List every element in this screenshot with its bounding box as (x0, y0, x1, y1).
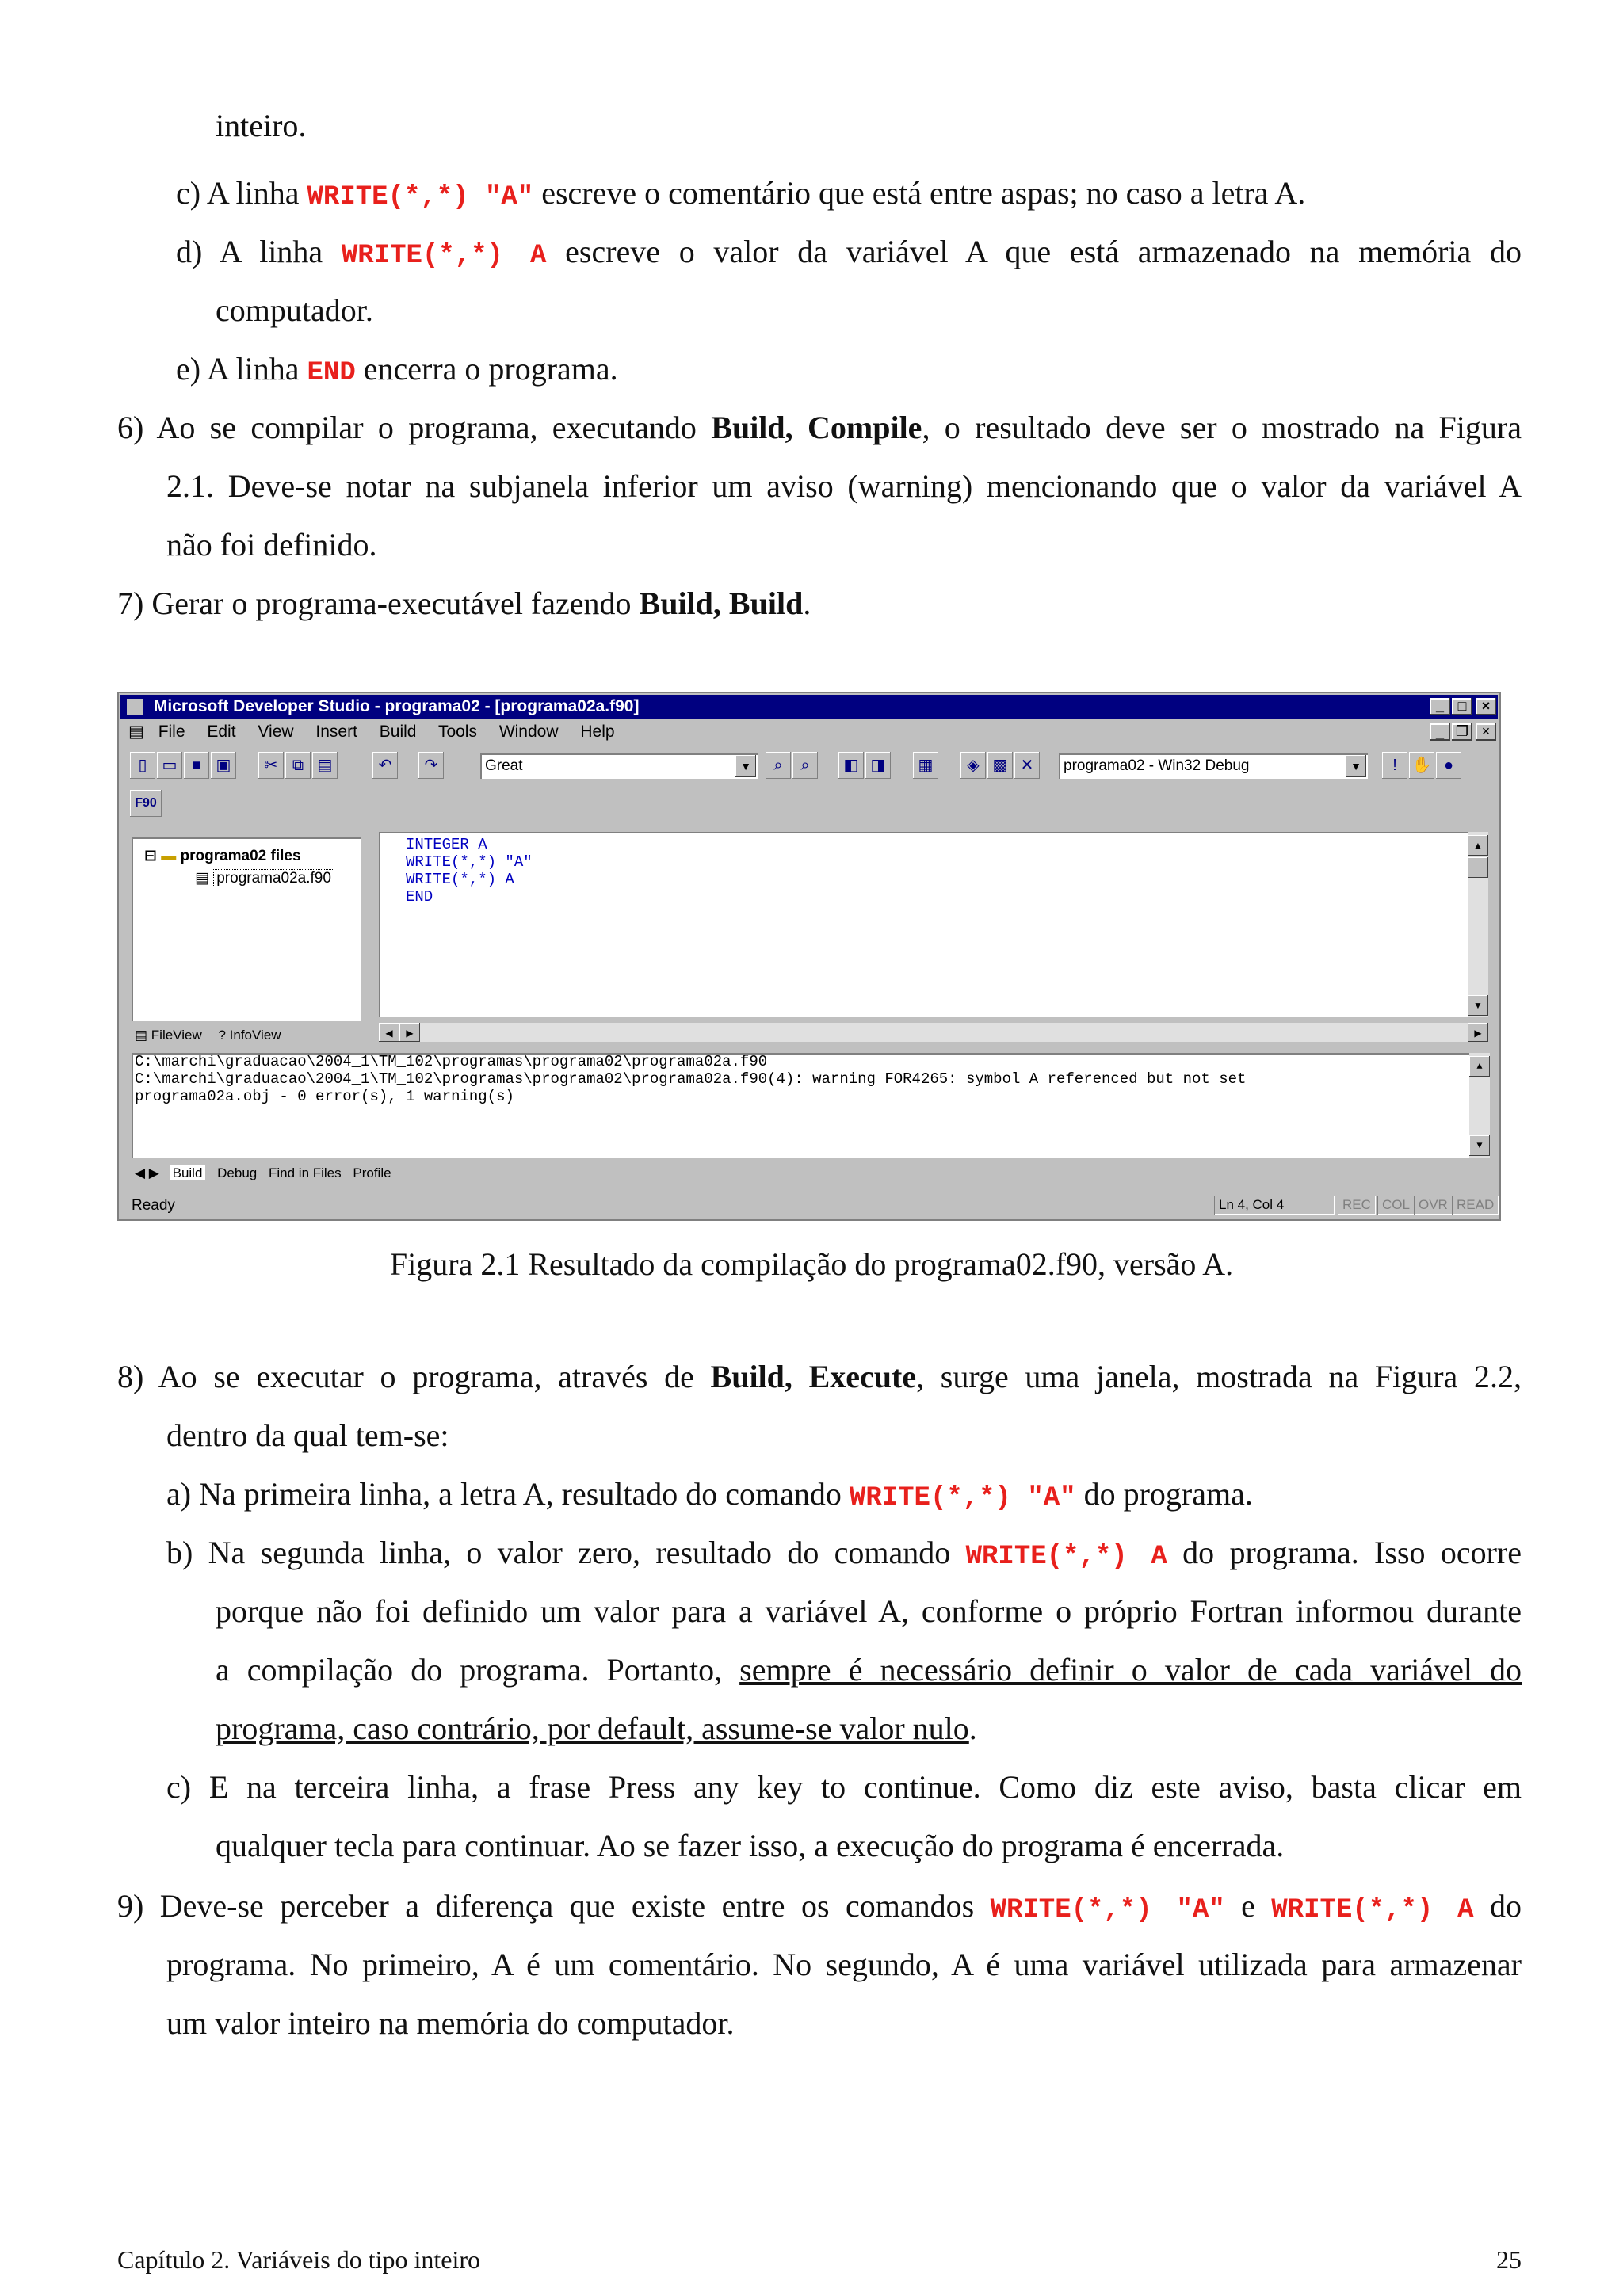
item-a: a) Na primeira linha, a letra A, resultado do comando WRITE(*,*) "A" do programa. (166, 1476, 1253, 1513)
editor-hscroll[interactable] (379, 1023, 1488, 1042)
folder-icon: ▬ (161, 848, 177, 864)
footer-page-number: 25 (1496, 2245, 1522, 2274)
window-list-icon[interactable]: ▦ (913, 752, 938, 779)
config-combo[interactable]: programa02 - Win32 Debug ▼ (1059, 753, 1368, 779)
item-d: d) A linha WRITE(*,*) A escreve o valor da variável A que está armazenado na memória do (176, 234, 1522, 271)
code-end: END (307, 358, 356, 388)
workspace-tabs (135, 1028, 281, 1043)
code-line: WRITE(*,*) "A" (406, 853, 533, 871)
execute-icon[interactable]: ! (1382, 752, 1407, 779)
doc-icon: ▤ (128, 723, 144, 741)
paste-icon[interactable]: ▤ (312, 752, 338, 779)
file-icon: ▤ (195, 870, 209, 887)
tab-debug[interactable]: Debug (217, 1165, 258, 1180)
editor-scrollbar[interactable] (1468, 832, 1488, 1017)
output-line: C:\marchi\graduacao\2004_1\TM_102\programas\programa02\programa02a.f90(4): warning FOR4265: symbol A referenced but not set (135, 1070, 1247, 1088)
status-col: COL (1377, 1196, 1415, 1215)
find-combo[interactable]: Great ▼ (480, 753, 758, 779)
tab-find-in-files[interactable]: Find in Files (269, 1165, 342, 1180)
code-write-string: WRITE(*,*) "A" (307, 182, 534, 212)
scroll-right-icon[interactable]: ▶ (399, 1023, 420, 1042)
scroll-left-icon[interactable]: ◀ (379, 1023, 399, 1042)
output-tabs (135, 1165, 391, 1181)
menu-help[interactable]: Help (580, 723, 615, 741)
window-title-bar (120, 695, 1498, 719)
menu-view[interactable]: View (258, 723, 294, 741)
item-b-line2: porque não foi definido um valor para a variável A, conforme o próprio Fortran informou durante (216, 1593, 1522, 1629)
menu-insert[interactable]: Insert (315, 723, 357, 741)
tab-nav-icon[interactable]: ◀ ▶ (135, 1165, 159, 1180)
code-write-var: WRITE(*,*) A (965, 1542, 1167, 1572)
step-6-line2: 2.1. Deve-se notar na subjanela inferior um aviso (warning) mencionando que o valor da variável A (166, 468, 1522, 504)
tab-fileview[interactable]: ▤ FileView (135, 1028, 202, 1043)
output-pane (132, 1053, 1490, 1158)
menu-build[interactable]: Build (379, 723, 417, 741)
code-line: INTEGER A (406, 836, 487, 853)
step-9-line2: programa. No primeiro, A é um comentário. No segundo, A é uma variável utilizada para armazenar (166, 1947, 1522, 1982)
output-line: programa02a.obj - 0 error(s), 1 warning(s) (135, 1088, 514, 1105)
collapse-icon[interactable]: ⊟ (144, 848, 157, 864)
item-b-line4: programa, caso contrário, por default, assume-se valor nulo. (216, 1711, 977, 1746)
tree-root[interactable]: ⊟ ▬ programa02 files (144, 848, 301, 864)
developer-studio-screenshot (117, 692, 1501, 1221)
doc-close-icon[interactable]: × (1476, 723, 1496, 741)
step-7: 7) Gerar o programa-executável fazendo Build, Build. (117, 585, 812, 621)
code-write-string: WRITE(*,*) "A" (990, 1895, 1225, 1925)
status-ready: Ready (132, 1197, 175, 1214)
tab-profile[interactable]: Profile (353, 1165, 391, 1180)
step-9: 9) Deve-se perceber a diferença que existe entre os comandos WRITE(*,*) "A" e WRITE(*,*) A do (117, 1888, 1522, 1925)
scroll-down-icon[interactable]: ▼ (1469, 1135, 1490, 1156)
item-b: b) Na segunda linha, o valor zero, resultado do comando WRITE(*,*) A do programa. Isso ocorre (166, 1535, 1522, 1572)
doc-minimize-icon[interactable]: _ (1430, 723, 1450, 741)
scroll-up-icon[interactable]: ▲ (1469, 1056, 1490, 1077)
status-bar (120, 1194, 1498, 1218)
code-line: WRITE(*,*) A (406, 871, 514, 888)
open-folder-icon[interactable]: ▭ (157, 752, 182, 779)
status-rec: REC (1338, 1196, 1376, 1215)
menu-tools[interactable]: Tools (437, 723, 477, 741)
f90-button[interactable]: F90 (130, 790, 162, 817)
tree-file[interactable]: ▤ programa02a.f90 (195, 869, 334, 887)
stop-build-icon[interactable]: ✕ (1014, 752, 1040, 779)
step-8-line2: dentro da qual tem-se: (166, 1417, 449, 1453)
status-ovr: OVR (1414, 1196, 1453, 1215)
workspace-icon[interactable]: ◧ (838, 752, 864, 779)
item-d-cont: computador. (216, 292, 373, 328)
breakpoint-icon[interactable]: ● (1436, 752, 1461, 779)
text-line: inteiro. (216, 108, 307, 143)
chevron-down-icon[interactable]: ▼ (735, 755, 756, 777)
code-line: END (406, 888, 433, 906)
step-8: 8) Ao se executar o programa, através de Build, Execute, surge uma janela, mostrada na Figura 2.2, (117, 1359, 1522, 1394)
code-editor[interactable] (379, 832, 1488, 1017)
close-icon[interactable]: × (1476, 698, 1496, 715)
output-scrollbar[interactable] (1469, 1053, 1490, 1158)
menu-edit[interactable]: Edit (207, 723, 236, 741)
scroll-up-icon[interactable]: ▲ (1468, 835, 1488, 856)
save-icon[interactable]: ■ (184, 752, 209, 779)
menu-bar (120, 720, 1498, 744)
window-title: Microsoft Developer Studio - programa02 - [programa02a.f90] (153, 697, 640, 715)
minimize-icon[interactable]: _ (1430, 698, 1450, 715)
item-c2-line2: qualquer tecla para continuar. Ao se fazer isso, a execução do programa é encerrada. (216, 1828, 1285, 1863)
item-b-line3: a compilação do programa. Portanto, sempre é necessário definir o valor de cada variável do (216, 1652, 1522, 1688)
output-icon[interactable]: ◨ (865, 752, 891, 779)
copy-icon[interactable]: ⧉ (285, 752, 311, 779)
menu-file[interactable]: File (158, 723, 185, 741)
replace-icon[interactable]: ⌕ (792, 752, 818, 779)
redo-icon[interactable]: ↷ (418, 752, 444, 779)
chevron-down-icon[interactable]: ▼ (1346, 755, 1366, 777)
item-c: c) A linha WRITE(*,*) "A" escreve o comentário que está entre aspas; no caso a letra A. (176, 175, 1306, 212)
save-all-icon[interactable]: ▣ (211, 752, 236, 779)
emphasis-underline: sempre é necessário definir o valor de cada variável do (739, 1652, 1522, 1688)
maximize-icon[interactable]: □ (1452, 698, 1472, 715)
scroll-thumb[interactable] (1468, 857, 1488, 878)
emphasis-underline: programa, caso contrário, por default, assume-se valor nulo (216, 1711, 969, 1746)
doc-restore-icon[interactable]: ❐ (1452, 723, 1472, 741)
tab-build[interactable]: Build (170, 1165, 206, 1180)
output-line: C:\marchi\graduacao\2004_1\TM_102\programas\programa02\programa02a.f90 (135, 1053, 768, 1070)
step-6: 6) Ao se compilar o programa, executando Build, Compile, o resultado deve ser o mostrado na Figura (117, 410, 1522, 445)
status-read: READ (1452, 1196, 1499, 1215)
workspace-pane (132, 837, 361, 1021)
scroll-right-icon[interactable]: ▶ (1468, 1023, 1488, 1042)
hand-icon[interactable]: ✋ (1409, 752, 1434, 779)
new-file-icon[interactable]: ▯ (130, 752, 155, 779)
item-e: e) A linha END encerra o programa. (176, 351, 618, 388)
menu-window[interactable]: Window (498, 723, 559, 741)
step-6-line3: não foi definido. (166, 527, 377, 563)
undo-icon[interactable]: ↶ (372, 752, 398, 779)
figure-caption: Figura 2.1 Resultado da compilação do programa02.f90, versão A. (389, 1246, 1234, 1282)
find-in-files-icon[interactable]: ⌕ (766, 752, 791, 779)
scroll-down-icon[interactable]: ▼ (1468, 995, 1488, 1016)
cut-icon[interactable]: ✂ (258, 752, 284, 779)
tab-infoview[interactable]: ? InfoView (218, 1028, 281, 1043)
code-write-var: WRITE(*,*) A (1271, 1895, 1474, 1925)
code-write-string: WRITE(*,*) "A" (849, 1483, 1076, 1513)
app-icon (127, 699, 143, 715)
step-9-line3: um valor inteiro na memória do computador. (166, 2005, 735, 2041)
footer-chapter: Capítulo 2. Variáveis do tipo inteiro (117, 2245, 481, 2274)
item-c2: c) E na terceira linha, a frase Press any key to continue. Como diz este aviso, basta clicar em (166, 1769, 1522, 1805)
code-write-var: WRITE(*,*) A (341, 241, 547, 271)
status-position: Ln 4, Col 4 (1214, 1196, 1335, 1215)
build-icon[interactable]: ▩ (987, 752, 1013, 779)
compile-icon[interactable]: ◈ (960, 752, 986, 779)
